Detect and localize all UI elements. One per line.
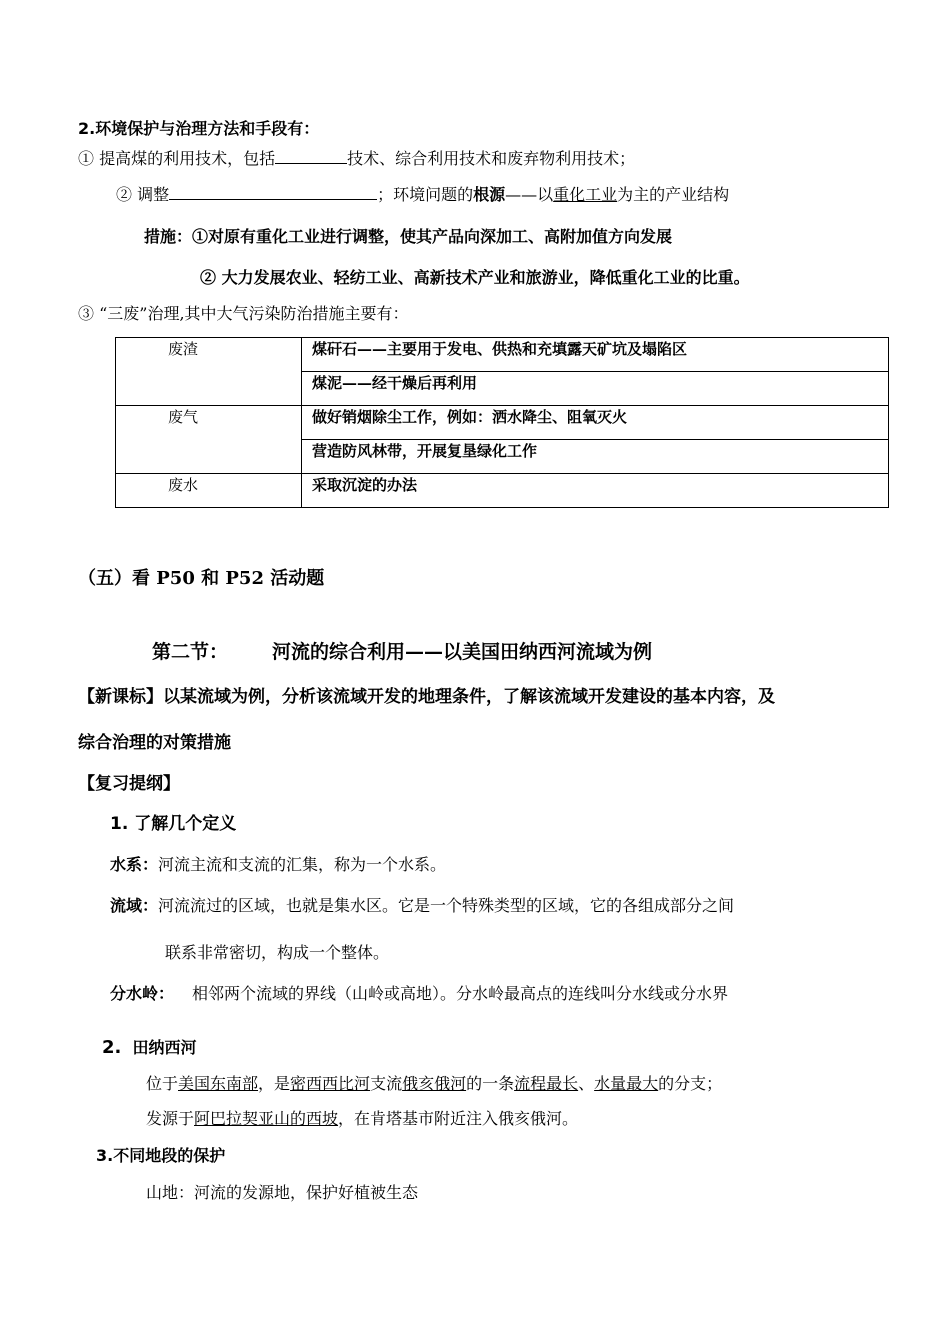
measure-1-text: ①对原有重化工业进行调整，使其产品向深加工、高附加值方向发展 bbox=[192, 227, 673, 246]
underlined-text: 密西西比河 bbox=[290, 1074, 371, 1093]
table-cell: 做好销烟除尘工作，例如：洒水降尘、阻氧灭火 bbox=[302, 406, 889, 440]
item-2 bbox=[116, 183, 729, 206]
underlined-text: 水量最大 bbox=[594, 1074, 659, 1093]
underlined-text: 俄亥俄河 bbox=[402, 1074, 467, 1093]
waste-table bbox=[115, 337, 889, 508]
point-3-title: 3.不同地段的保护 bbox=[96, 1146, 226, 1165]
fill-blank bbox=[169, 183, 377, 200]
table-category: 废水 bbox=[116, 474, 302, 508]
curriculum-standard-line2: 综合治理的对策措施 bbox=[78, 733, 231, 753]
text: 的一条 bbox=[466, 1074, 515, 1093]
point-3-line1: 山地：河流的发源地，保护好植被生态 bbox=[146, 1183, 419, 1202]
point-2-line2 bbox=[146, 1108, 578, 1130]
item-2-dash: ——以 bbox=[505, 185, 554, 204]
section-heading: 2.环境保护与治理方法和手段有： bbox=[78, 119, 320, 138]
underlined-text: 美国东南部 bbox=[178, 1074, 259, 1093]
definition-watershed bbox=[110, 983, 728, 1005]
measure-2: ② 大力发展农业、轻纺工业、高新技术产业和旅游业，降低重化工业的比重。 bbox=[200, 268, 750, 287]
term: 流域： bbox=[110, 896, 159, 915]
outline-heading: 【复习提纲】 bbox=[78, 774, 180, 794]
definition-basin-cont: 联系非常密切，构成一个整体。 bbox=[165, 943, 390, 962]
section-title: 河流的综合利用——以美国田纳西河流域为例 bbox=[272, 641, 653, 663]
definition-text: 河流流过的区域，也就是集水区。它是一个特殊类型的区域，它的各组成部分之间 bbox=[158, 896, 735, 915]
item-1 bbox=[78, 147, 635, 170]
table-cell: 煤泥——经干燥后再利用 bbox=[302, 372, 889, 406]
item-2-root: 根源 bbox=[473, 185, 506, 204]
table-cell: 煤矸石——主要用于发电、供热和充填露天矿坑及塌陷区 bbox=[302, 338, 889, 372]
term: 水系： bbox=[110, 855, 159, 874]
item-1-suffix: 技术、综合利用技术和废弃物利用技术； bbox=[347, 149, 636, 168]
definition-basin bbox=[110, 895, 734, 917]
item-1-prefix: ① 提高煤的利用技术，包括 bbox=[78, 149, 276, 168]
text: 的分支； bbox=[658, 1074, 723, 1093]
text: ，在肯塔基市附近注入俄亥俄河。 bbox=[338, 1109, 579, 1128]
item-2-end: 为主的产业结构 bbox=[617, 185, 730, 204]
underlined-text: 阿巴拉契亚山的西坡 bbox=[194, 1109, 339, 1128]
table-cell: 采取沉淀的办法 bbox=[302, 474, 889, 508]
table-cell: 营造防风林带，开展复垦绿化工作 bbox=[302, 440, 889, 474]
item-2-mid: ；环境问题的 bbox=[377, 185, 474, 204]
text: 发源于 bbox=[146, 1109, 195, 1128]
text: 支流 bbox=[370, 1074, 403, 1093]
definition-water-system bbox=[110, 854, 446, 876]
fill-blank bbox=[275, 147, 347, 164]
item-2-underlined: 重化工业 bbox=[553, 185, 618, 204]
table-row bbox=[116, 406, 889, 440]
point-2-title bbox=[102, 1037, 197, 1059]
measures-label: 措施： bbox=[144, 227, 193, 246]
table-row bbox=[116, 338, 889, 372]
definition-text: 河流主流和支流的汇集，称为一个水系。 bbox=[158, 855, 447, 874]
table-row bbox=[116, 474, 889, 508]
measure-1 bbox=[144, 226, 672, 248]
point-2-line1 bbox=[146, 1073, 722, 1095]
section-number: 第二节： bbox=[152, 641, 229, 663]
item-2-prefix: ② 调整 bbox=[116, 185, 170, 204]
point-2-label: 田纳西河 bbox=[132, 1038, 197, 1057]
underlined-text: 流程最长 bbox=[514, 1074, 579, 1093]
text: 、 bbox=[578, 1074, 595, 1093]
text: 位于 bbox=[146, 1074, 179, 1093]
part-five-heading: （五）看 P50 和 P52 活动题 bbox=[78, 568, 325, 589]
text: ，是 bbox=[258, 1074, 291, 1093]
term: 分水岭： bbox=[110, 984, 175, 1003]
definition-text: 相邻两个流域的界线（山岭或高地）。分水岭最高点的连线叫分水线或分水界 bbox=[192, 984, 729, 1003]
table-category: 废渣 bbox=[116, 338, 302, 406]
point-1-title: 1. 了解几个定义 bbox=[110, 814, 237, 834]
curriculum-standard-line1: 【新课标】以某流域为例，分析该流域开发的地理条件，了解该流域开发建设的基本内容，及 bbox=[78, 687, 775, 707]
item-3: ③ “三废”治理,其中大气污染防治措施主要有： bbox=[78, 304, 409, 323]
point-2-number: 2. bbox=[102, 1037, 122, 1058]
table-category: 废气 bbox=[116, 406, 302, 474]
